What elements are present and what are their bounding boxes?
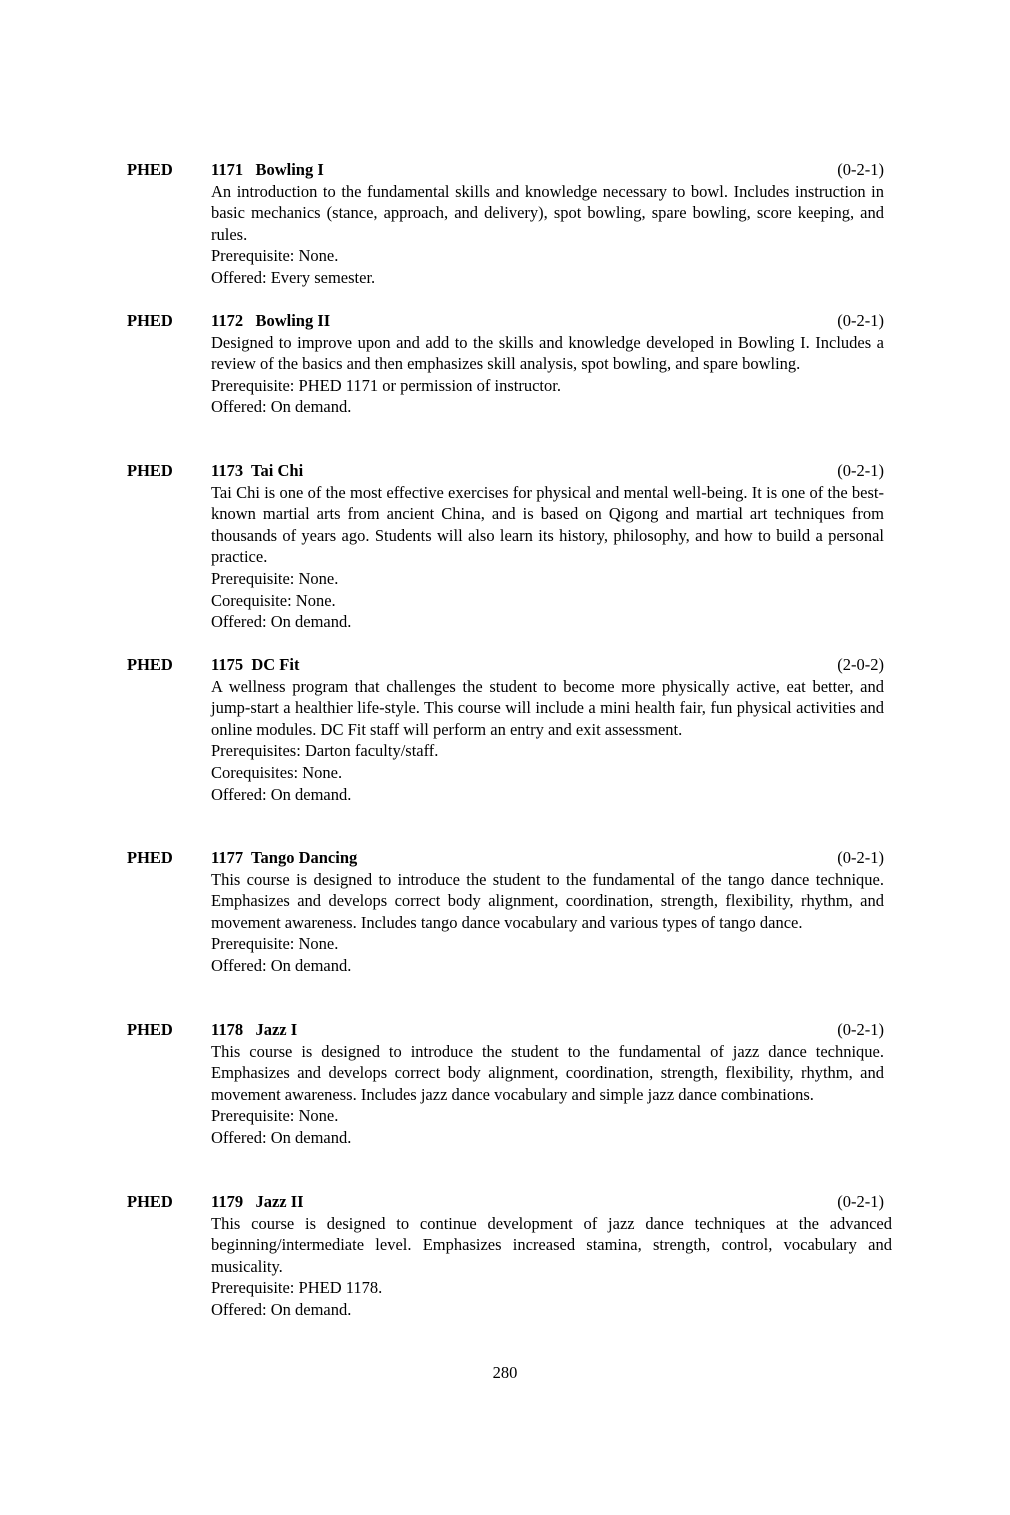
course-dept: PHED: [127, 311, 173, 330]
course-credits: (0-2-1): [837, 461, 884, 480]
course-offered: Offered: On demand.: [211, 612, 352, 632]
course-header: [127, 847, 884, 869]
course-title: 1177 Tango Dancing: [211, 848, 358, 867]
course-entry-1175: [127, 654, 884, 805]
course-dept: PHED: [127, 1192, 173, 1211]
course-prerequisite: Prerequisite: None.: [211, 934, 339, 954]
course-prerequisite: Prerequisites: Darton faculty/staff.: [211, 741, 439, 761]
course-entry-1179: [127, 1191, 892, 1321]
course-header: [127, 460, 884, 482]
course-credits: (2-0-2): [837, 655, 884, 674]
page-number: 280: [492, 1363, 518, 1382]
course-body: [211, 1213, 892, 1321]
course-entry-1171: [127, 159, 884, 289]
course-credits: (0-2-1): [837, 160, 884, 179]
course-description: This course is designed to introduce the student to the fundamental of the tango dance technique. Emphasizes and develops correct body alignment, coordination, strength, flexibility, rhythm, and movement awareness. Includes tango dance vocabulary and various types of tango dance.: [211, 869, 884, 932]
course-entry-1172: [127, 310, 884, 418]
course-entry-1178: [127, 1019, 884, 1149]
course-corequisite: Corequisites: None.: [211, 762, 343, 782]
course-header: [127, 310, 884, 332]
course-description: Tai Chi is one of the most effective exercises for physical and mental well-being. It is one of the best-known martial arts from ancient China, and is based on Qigong and martial art techniques from thousands of years ago. Students will also learn its history, philosophy, and how to build a personal practice.: [211, 482, 884, 567]
course-dept: PHED: [127, 160, 173, 179]
course-title: 1175 DC Fit: [211, 655, 300, 674]
course-entry-1173: [127, 460, 884, 633]
course-offered: Offered: On demand.: [211, 1299, 352, 1319]
course-body: [211, 181, 884, 289]
course-title: 1172 Bowling II: [211, 311, 331, 330]
course-prerequisite: Prerequisite: PHED 1171 or permission of instructor.: [211, 375, 561, 395]
course-header: [127, 654, 884, 676]
course-dept: PHED: [127, 461, 173, 480]
course-entry-1177: [127, 847, 884, 977]
course-title: 1173 Tai Chi: [211, 461, 304, 480]
course-header: [127, 159, 884, 181]
course-title: 1179 Jazz II: [211, 1192, 304, 1211]
course-dept: PHED: [127, 655, 173, 674]
course-body: [211, 482, 884, 633]
course-title: 1171 Bowling I: [211, 160, 324, 179]
course-body: [211, 332, 884, 418]
course-body: [211, 869, 884, 977]
course-header: [127, 1019, 884, 1041]
course-credits: (0-2-1): [837, 1192, 884, 1211]
course-header: [127, 1191, 884, 1213]
course-description: This course is designed to continue development of jazz dance techniques at the advanced beginning/intermediate level. Emphasizes increased stamina, strength, control, vocabulary and musicality.: [211, 1213, 892, 1276]
course-offered: Offered: On demand.: [211, 955, 352, 975]
course-prerequisite: Prerequisite: None.: [211, 1106, 339, 1126]
course-offered: Offered: On demand.: [211, 784, 352, 804]
course-body: [211, 676, 884, 806]
course-corequisite: Corequisite: None.: [211, 590, 336, 610]
course-credits: (0-2-1): [837, 311, 884, 330]
course-credits: (0-2-1): [837, 1020, 884, 1039]
course-prerequisite: Prerequisite: PHED 1178.: [211, 1278, 383, 1298]
course-prerequisite: Prerequisite: None.: [211, 568, 339, 588]
course-body: [211, 1041, 884, 1149]
course-offered: Offered: On demand.: [211, 397, 352, 417]
course-description: Designed to improve upon and add to the skills and knowledge developed in Bowling I. Includes a review of the basics and then emphasizes skill analysis, spot bowling, and spare bowling.: [211, 332, 884, 374]
course-offered: Offered: On demand.: [211, 1127, 352, 1147]
course-description: A wellness program that challenges the student to become more physically active, eat better, and jump-start a healthier life-style. This course will include a mini health fair, fun physical activities and online modules. DC Fit staff will perform an entry and exit assessment.: [211, 676, 884, 739]
course-description: An introduction to the fundamental skills and knowledge necessary to bowl. Includes instruction in basic mechanics (stance, approach, and delivery), spot bowling, spare bowling, score keeping, and rules.: [211, 181, 884, 244]
course-dept: PHED: [127, 848, 173, 867]
course-offered: Offered: Every semester.: [211, 267, 376, 287]
course-prerequisite: Prerequisite: None.: [211, 246, 339, 266]
course-title: 1178 Jazz I: [211, 1020, 298, 1039]
course-dept: PHED: [127, 1020, 173, 1039]
course-description: This course is designed to introduce the student to the fundamental of jazz dance technique. Emphasizes and develops correct body alignment, coordination, strength, flexibility, rhythm, and movement awareness. Includes jazz dance vocabulary and simple jazz dance combinations.: [211, 1041, 884, 1104]
course-credits: (0-2-1): [837, 848, 884, 867]
